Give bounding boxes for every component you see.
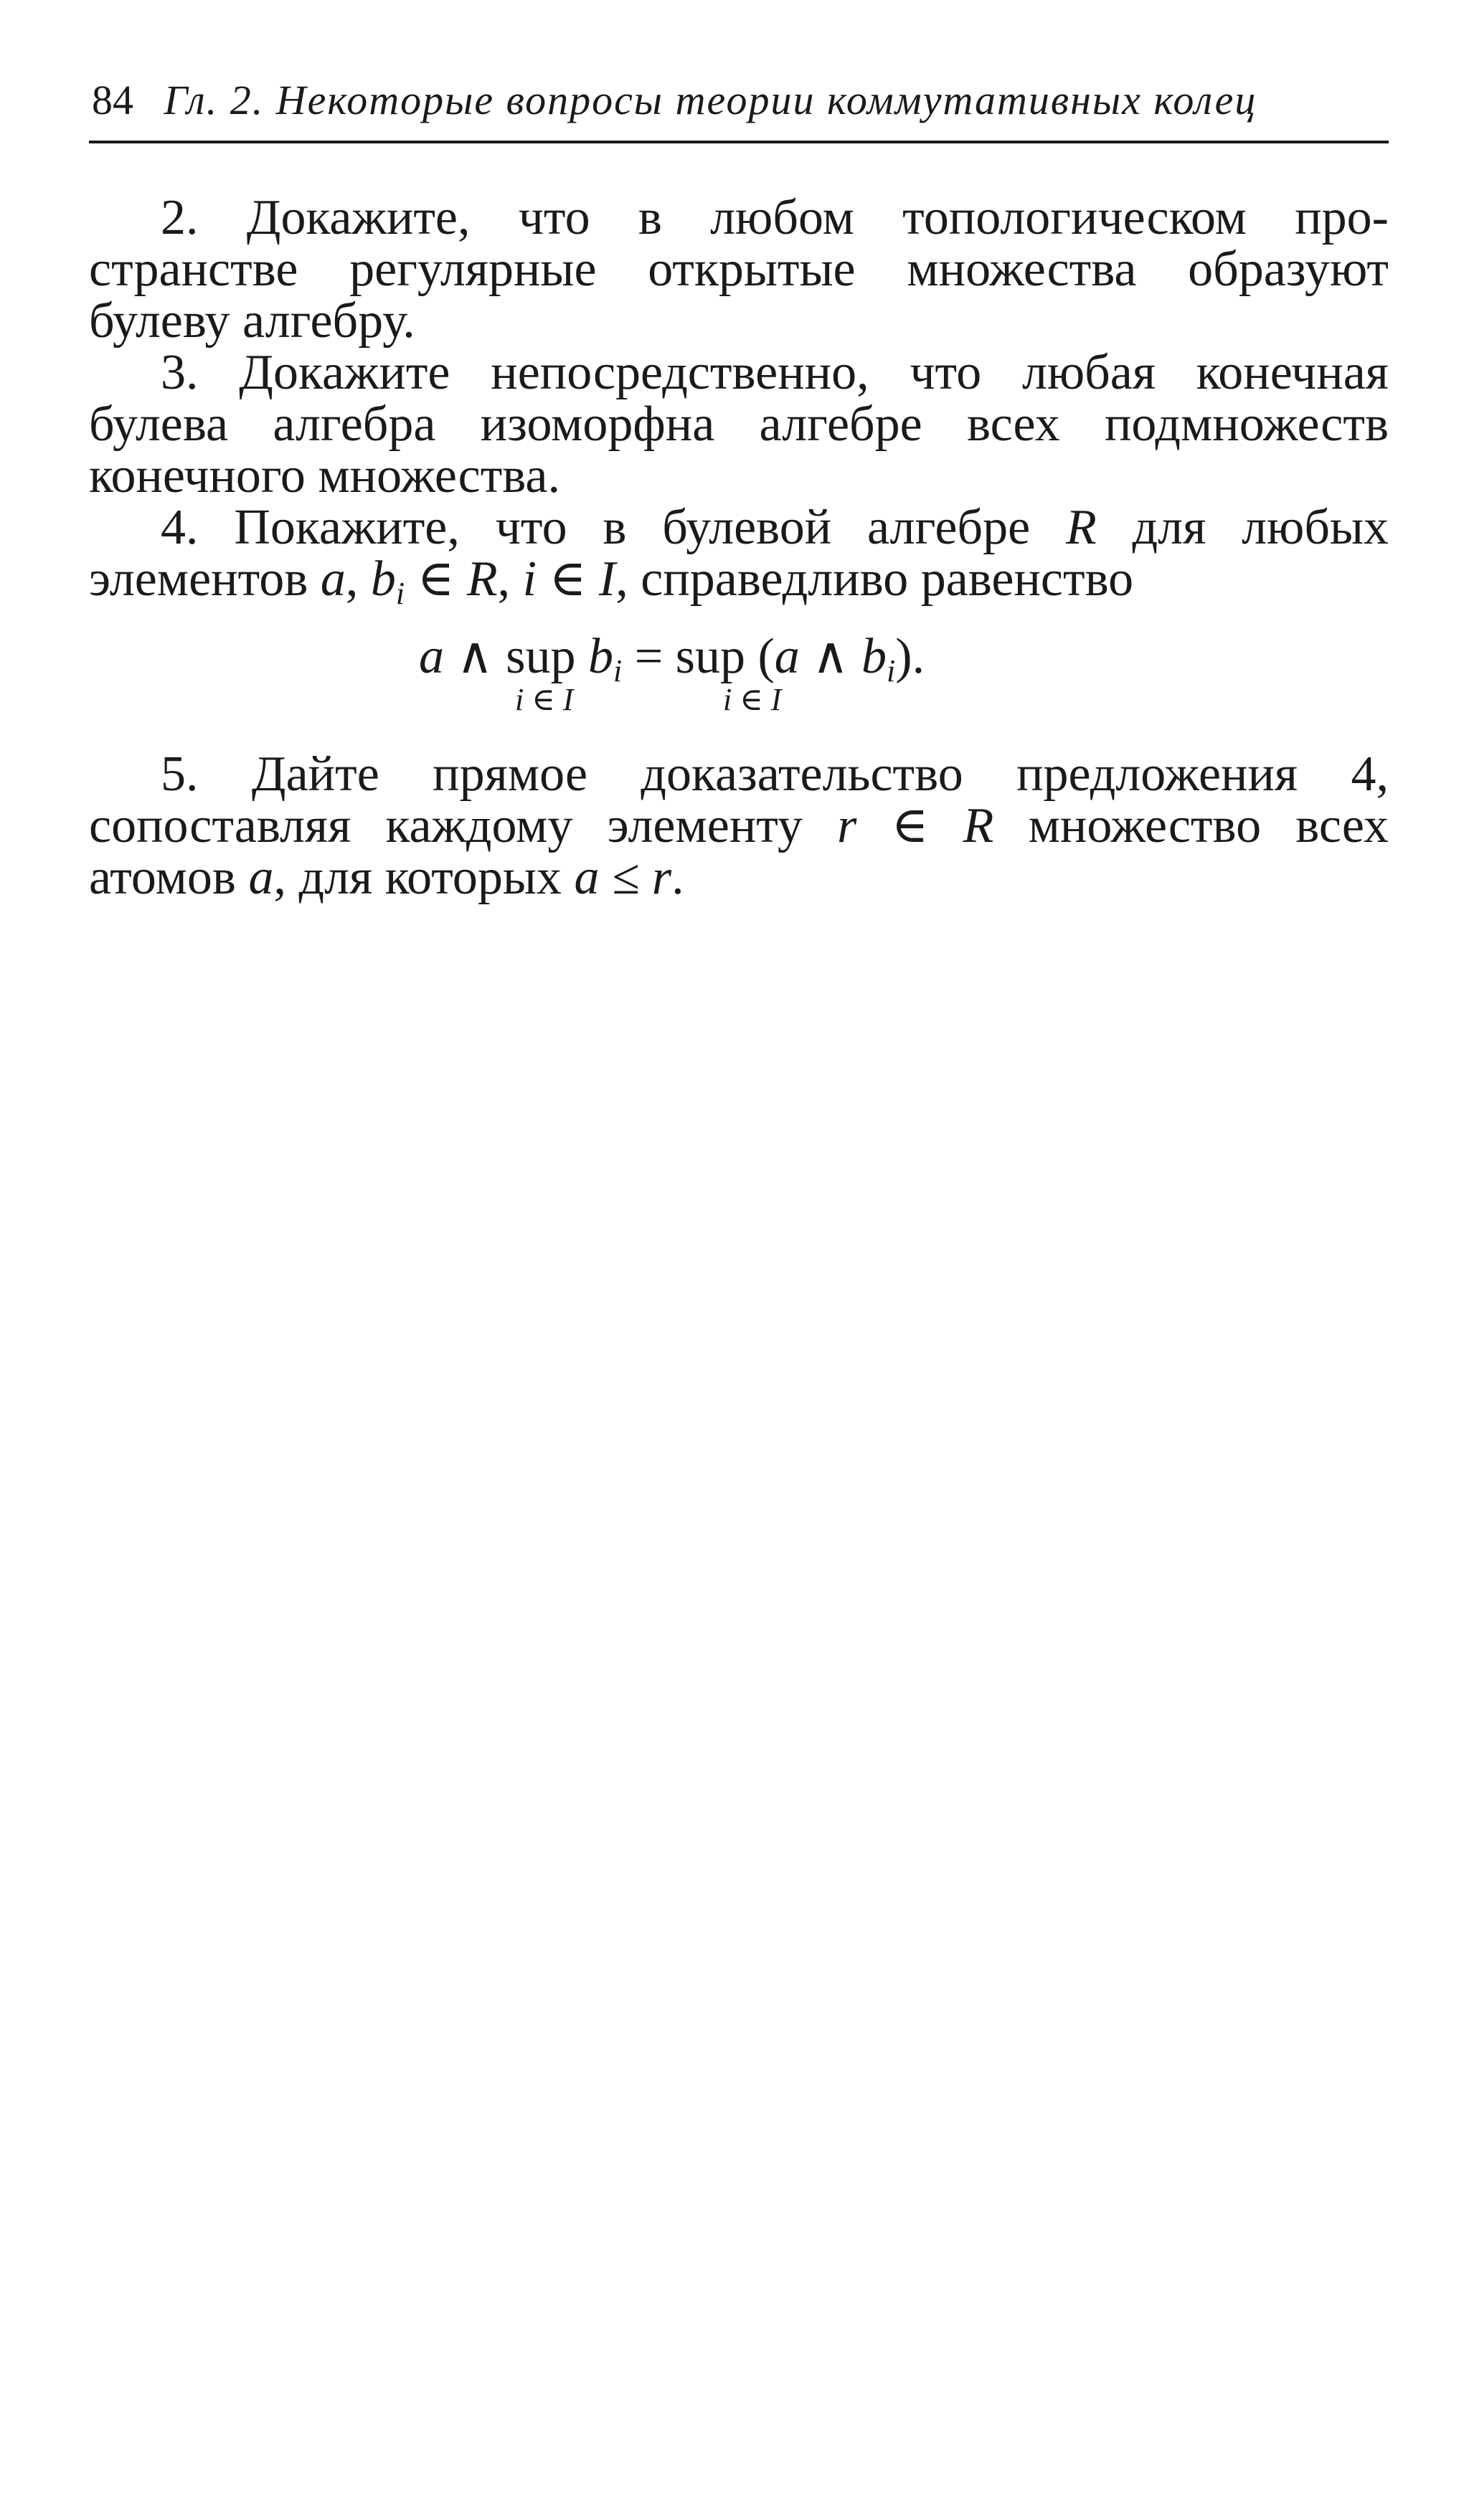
exercise-3-line-3: конечного множества. (89, 448, 561, 503)
exercise-4 (89, 502, 1389, 749)
math-subscript-i: i (395, 576, 405, 611)
exercise-4-line-1-suffix: для любых (1096, 500, 1389, 555)
formula-a: a (419, 629, 444, 684)
paren-close: ). (895, 629, 925, 684)
math-r-in-R: r ∈ R (837, 798, 994, 853)
exercise-4-line-2 (89, 551, 1389, 611)
math-symbol-R: R (1065, 500, 1097, 555)
exercise-list (89, 192, 1389, 904)
exercise-2 (89, 192, 1389, 347)
comma: , (497, 551, 523, 607)
exercise-5-line-2-suffix: множество всех (993, 798, 1389, 853)
sup-operator: sup (506, 629, 576, 684)
formula-b: b (861, 629, 887, 684)
exercise-4-line-2-prefix: элементов (89, 551, 321, 607)
formula-main-line (419, 631, 925, 697)
sup-index-range: i ∈ I (515, 682, 574, 717)
exercise-3-line-2: булева алгебра изоморфна алгебре всех подмножеств (89, 397, 1389, 452)
math-a-leq-r: a ≤ r (574, 850, 672, 905)
math-symbol-a: a (320, 551, 346, 607)
exercise-2-line-3: булеву алгебру. (89, 293, 415, 349)
exercise-5-line-3-prefix: атомов (89, 850, 249, 905)
formula-b: b (575, 629, 613, 684)
exercise-5-line-2-prefix: сопоставляя каждому элементу (89, 798, 838, 853)
exercise-4-line-1 (89, 502, 1389, 554)
exercise-5-line-3-mid: , для которых (273, 850, 575, 905)
wedge-symbol: ∧ (444, 629, 506, 684)
formula-subscript-i: i (887, 653, 896, 688)
wedge-symbol: ∧ (799, 629, 862, 684)
equals-sign: = (622, 629, 676, 684)
math-i-in-I: i ∈ I (522, 551, 616, 607)
page-number: 84 (92, 77, 133, 123)
formula-subscript-i: i (613, 653, 623, 688)
exercise-5-line-2 (89, 800, 1389, 852)
exercise-2-line-1: 2. Докажите, что в любом топологическом про- (161, 190, 1389, 245)
exercise-2-line-2: странстве регулярные открытые множества образуют (89, 242, 1389, 297)
chapter-title: Гл. 2. Некоторые вопросы теории коммутативных колец (164, 77, 1257, 123)
sup-index-range: i ∈ I (723, 682, 782, 717)
exercise-3-line-1: 3. Докажите непосредственно, что любая конечная (161, 345, 1389, 400)
running-head (92, 75, 1389, 126)
math-symbol-b: b (370, 551, 396, 607)
math-in-R: ∈ R (405, 551, 498, 607)
paren-open: ( (745, 629, 775, 684)
exercise-5 (89, 749, 1389, 904)
formula-a: a (774, 629, 800, 684)
exercise-4-line-1-prefix: 4. Покажите, что в булевой алгебре (161, 500, 1066, 555)
display-formula (89, 605, 1389, 749)
exercise-4-line-2-suffix: , справедливо равенство (615, 551, 1134, 607)
comma: , (345, 551, 371, 607)
exercise-5-line-1: 5. Дайте прямое доказательство предложения 4, (161, 747, 1389, 802)
math-symbol-a: a (248, 850, 274, 905)
exercise-5-line-3 (89, 852, 1389, 904)
header-rule (89, 141, 1389, 143)
sup-operator: sup (675, 629, 745, 684)
exercise-3 (89, 347, 1389, 502)
period: . (671, 850, 684, 905)
